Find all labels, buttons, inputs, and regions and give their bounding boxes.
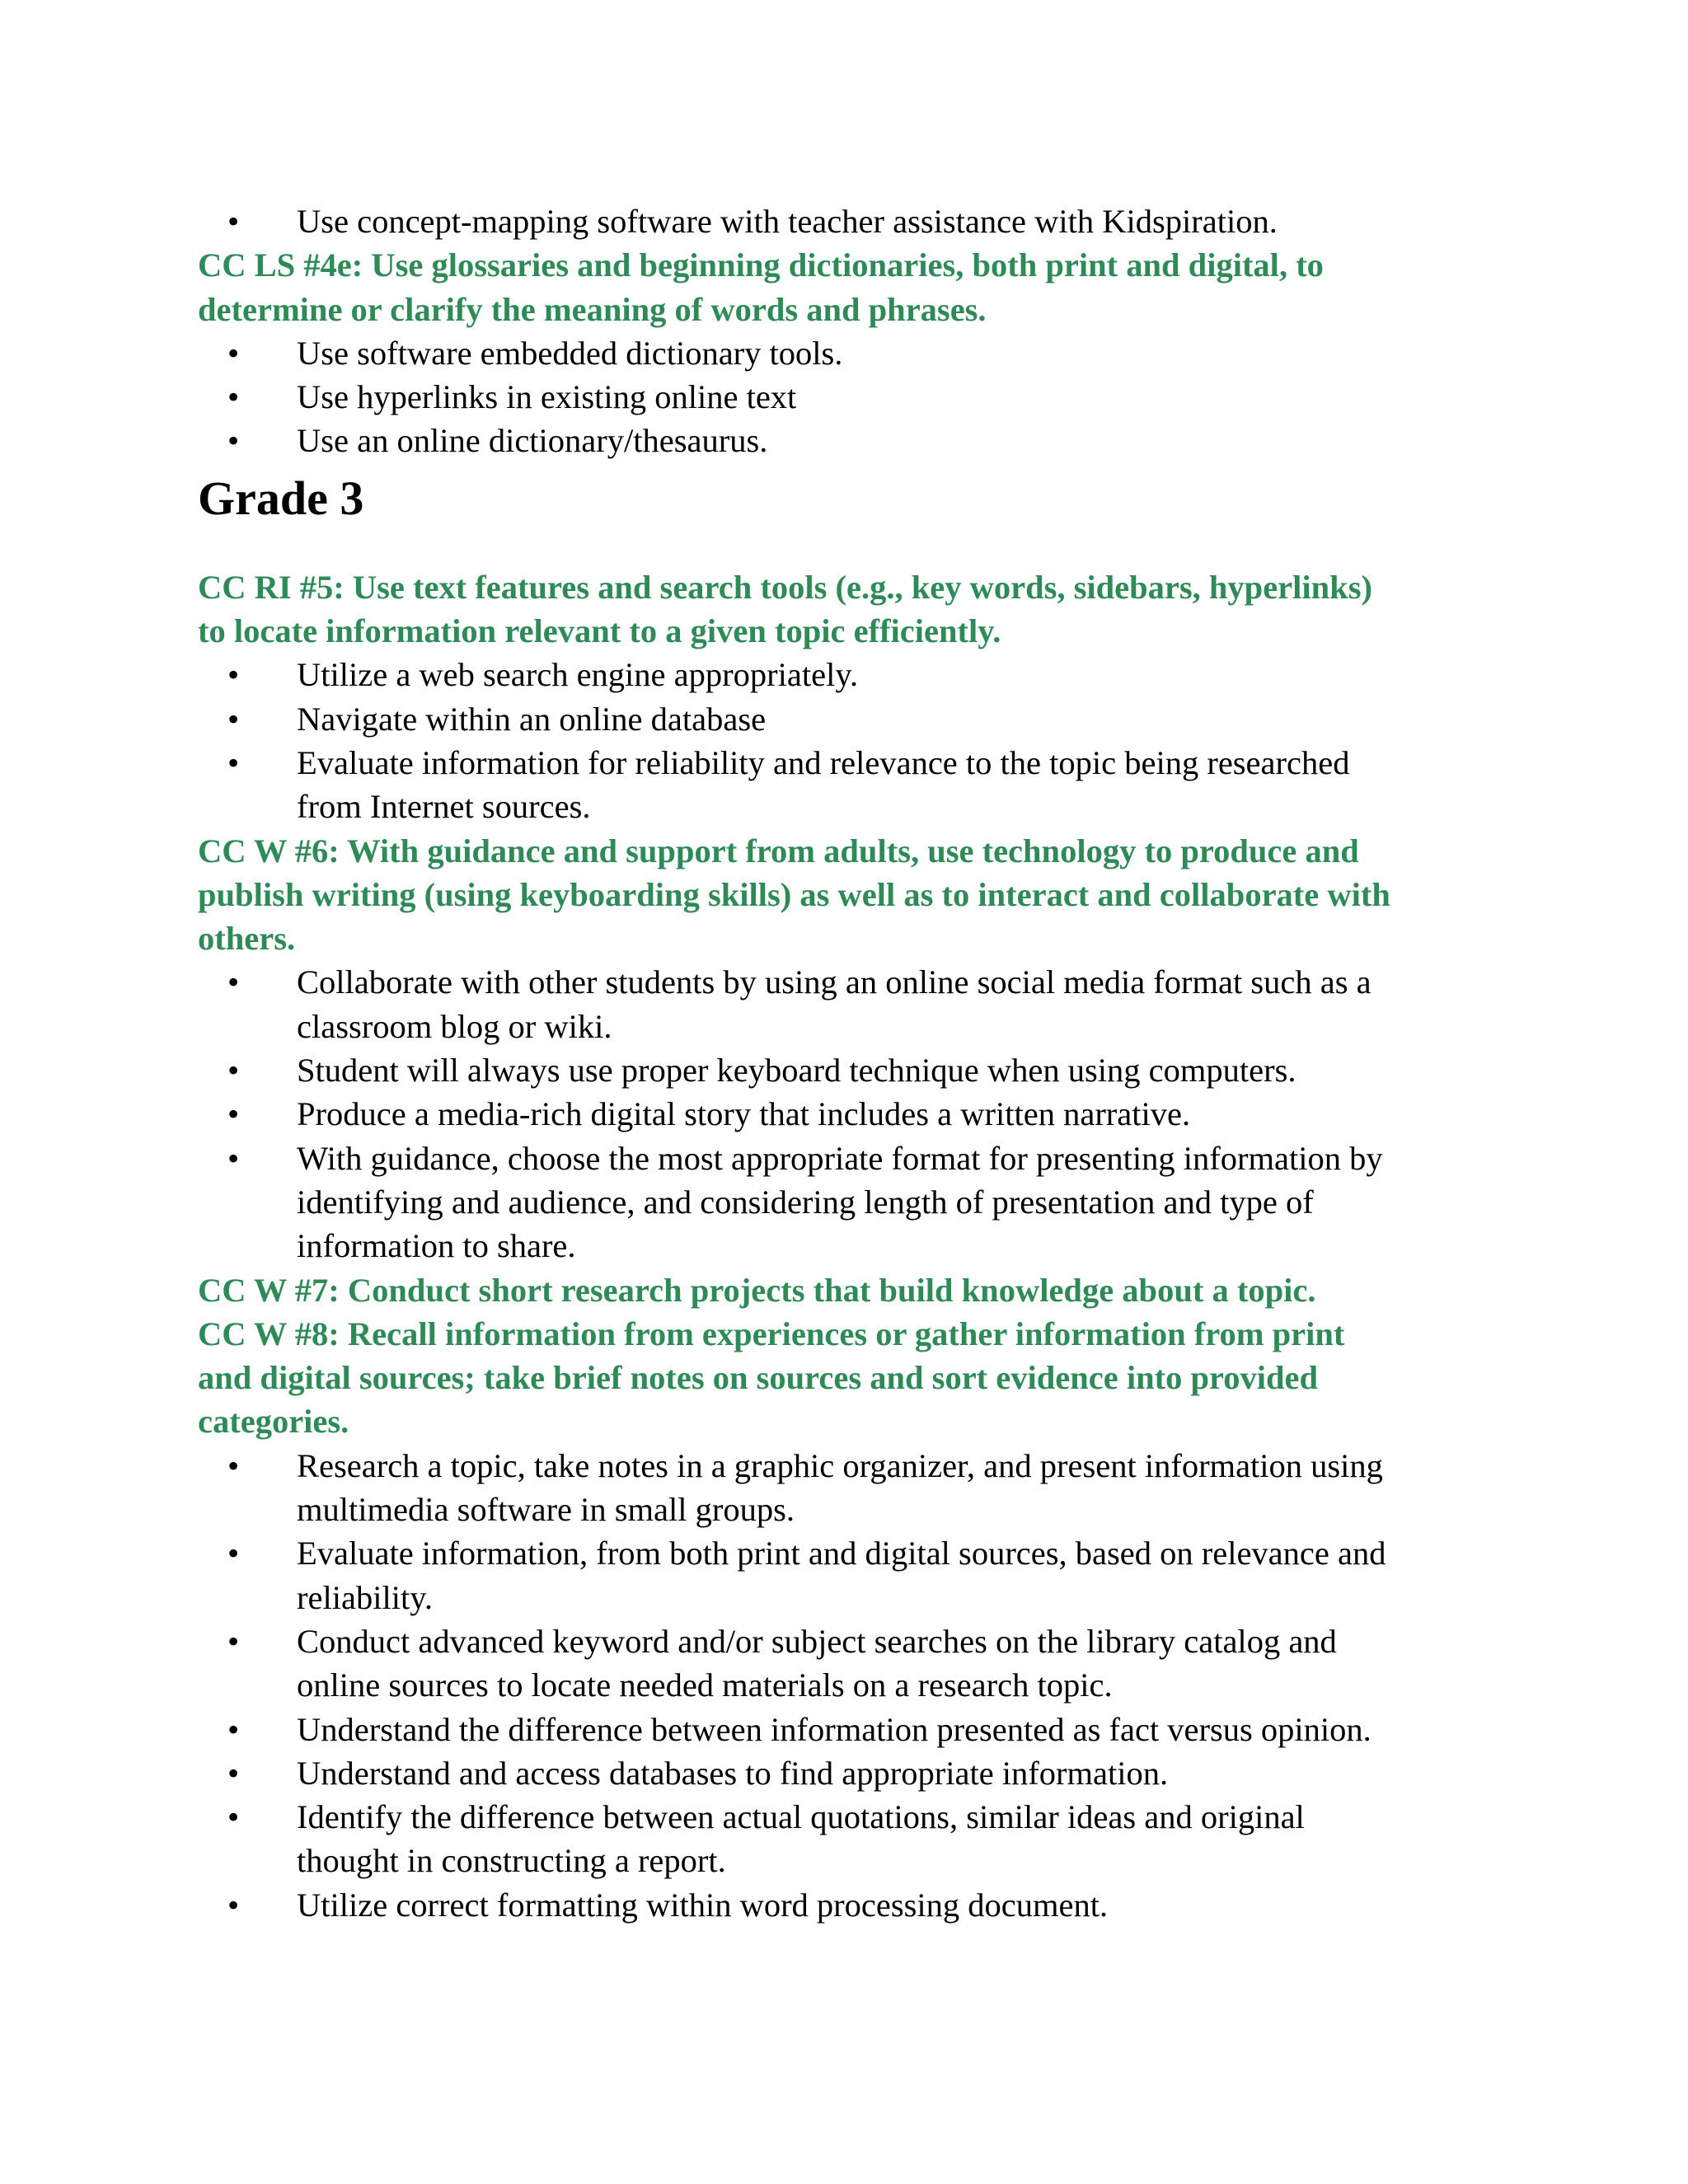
standard-statement — [198, 1268, 1517, 1312]
list-item — [198, 741, 1517, 829]
list-item-text: classroom blog or wiki. — [297, 1007, 612, 1045]
bullet-icon: • — [227, 203, 240, 240]
standard-statement — [198, 829, 1517, 961]
standard-line: determine or clarify the meaning of words and phrases. — [198, 290, 987, 328]
document-body — [198, 199, 1517, 1927]
standard-line: CC LS #4e: Use glossaries and beginning dictionaries, both print and digital, to — [198, 246, 1324, 284]
list-item-text: multimedia software in small groups. — [297, 1491, 795, 1529]
list-item-text: identifying and audience, and considering length of presentation and type of — [297, 1183, 1314, 1221]
bullet-list — [198, 331, 1517, 463]
list-item — [198, 1444, 1517, 1532]
list-item — [198, 1048, 1517, 1092]
list-item-text: Produce a media-rich digital story that includes a written narrative. — [297, 1095, 1191, 1133]
list-item — [198, 1531, 1517, 1619]
list-item-text: information to share. — [297, 1227, 576, 1265]
standard-line: CC W #8: Recall information from experiences or gather information from print — [198, 1315, 1345, 1352]
bullet-icon: • — [227, 1446, 240, 1484]
list-item — [198, 960, 1517, 1048]
list-item — [198, 199, 1517, 243]
standard-line: to locate information relevant to a given topic efficiently. — [198, 612, 1001, 650]
grade-heading: Grade 3 — [198, 471, 364, 525]
list-item-text: Use hyperlinks in existing online text — [297, 378, 797, 416]
standard-line: others. — [198, 920, 296, 958]
list-item — [198, 375, 1517, 419]
list-item-text: Understand and access databases to find appropriate information. — [297, 1754, 1169, 1792]
list-item-text: Use an online dictionary/thesaurus. — [297, 422, 768, 460]
list-item — [198, 653, 1517, 696]
bullet-icon: • — [227, 743, 240, 781]
bullet-icon: • — [227, 1622, 240, 1660]
bullet-list — [198, 653, 1517, 828]
list-item-text: Identify the difference between actual quotations, similar ideas and original — [297, 1798, 1305, 1836]
bullet-list — [198, 960, 1517, 1268]
standard-line: categories. — [198, 1403, 349, 1441]
list-item-text: Understand the difference between information presented as fact versus opinion. — [297, 1710, 1372, 1748]
bullet-icon: • — [227, 1095, 240, 1133]
list-item-text: Utilize a web search engine appropriately. — [297, 656, 859, 694]
bullet-icon: • — [227, 656, 240, 694]
list-item-text: online sources to locate needed materials on a research topic. — [297, 1666, 1113, 1704]
list-item-text: Use software embedded dictionary tools. — [297, 334, 843, 372]
bullet-icon: • — [227, 700, 240, 738]
list-item-text: Research a topic, take notes in a graphic organizer, and present information using — [297, 1446, 1383, 1484]
bullet-icon: • — [227, 334, 240, 372]
bullet-icon: • — [227, 422, 240, 460]
list-item-text: Collaborate with other students by using an online social media format such as a — [297, 963, 1372, 1001]
bullet-icon: • — [227, 1710, 240, 1748]
bullet-icon: • — [227, 1798, 240, 1836]
bullet-list — [198, 199, 1517, 243]
list-item — [198, 1795, 1517, 1883]
list-item-text: Evaluate information for reliability and relevance to the topic being researched — [297, 743, 1350, 781]
standard-line: CC W #7: Conduct short research projects that build knowledge about a topic. — [198, 1271, 1316, 1309]
list-item-text: Evaluate information, from both print and digital sources, based on relevance and — [297, 1535, 1386, 1572]
standard-statement — [198, 1312, 1517, 1444]
list-item — [198, 1751, 1517, 1795]
list-item-text: Utilize correct formatting within word processing document. — [297, 1886, 1109, 1924]
list-item-text: reliability. — [297, 1578, 433, 1616]
bullet-icon: • — [227, 1139, 240, 1177]
list-item-text: Use concept-mapping software with teacher assistance with Kidspiration. — [297, 203, 1278, 240]
standard-line: publish writing (using keyboarding skills) as well as to interact and collaborate with — [198, 875, 1390, 913]
list-item-text: thought in constructing a report. — [297, 1842, 726, 1880]
list-item — [198, 1137, 1517, 1268]
standard-line: CC RI #5: Use text features and search tools (e.g., key words, sidebars, hyperlinks) — [198, 568, 1372, 606]
standard-statement — [198, 243, 1517, 331]
list-item — [198, 1708, 1517, 1751]
list-item — [198, 1619, 1517, 1708]
bullet-icon: • — [227, 1886, 240, 1924]
bullet-list — [198, 1444, 1517, 1927]
standard-line: CC W #6: With guidance and support from adults, use technology to produce and — [198, 832, 1359, 869]
list-item — [198, 1883, 1517, 1927]
list-item-text: from Internet sources. — [297, 788, 591, 826]
standard-statement — [198, 565, 1517, 654]
bullet-icon: • — [227, 1535, 240, 1572]
list-item-text: Conduct advanced keyword and/or subject searches on the library catalog and — [297, 1622, 1337, 1660]
list-item — [198, 1092, 1517, 1136]
list-item — [198, 331, 1517, 375]
list-item — [198, 419, 1517, 462]
standard-line: and digital sources; take brief notes on sources and sort evidence into provided — [198, 1359, 1319, 1397]
bullet-icon: • — [227, 378, 240, 416]
list-item — [198, 697, 1517, 741]
list-item-text: With guidance, choose the most appropriate format for presenting information by — [297, 1139, 1383, 1177]
bullet-icon: • — [227, 1754, 240, 1792]
list-item-text: Student will always use proper keyboard technique when using computers. — [297, 1052, 1296, 1090]
bullet-icon: • — [227, 963, 240, 1001]
bullet-icon: • — [227, 1052, 240, 1090]
list-item-text: Navigate within an online database — [297, 700, 767, 738]
